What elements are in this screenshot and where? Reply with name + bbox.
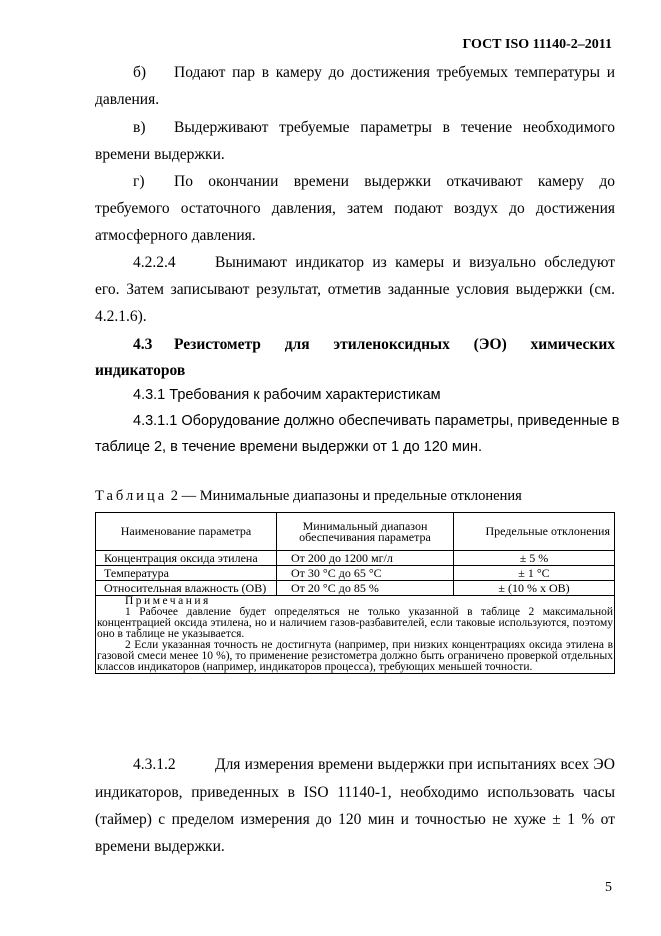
table-header-cell: Предельные отклонения [454,513,615,551]
item-v-line2: времени выдержки. [95,146,225,163]
item-b-text: Подают пар в камеру до достижения требуемых температуры и [174,64,615,81]
table-row [96,551,615,566]
note-2: 2 Если указанная точность не достигнута (например, при низких концентрациях оксида этилена в газовой смеси менее 10 %), то применение резистометра должно быть ограничено проверкой отдельных классов индикаторов (например, индикаторов процесса), требующих меньшей точности. [97,639,613,673]
table-caption-text: 2 — Минимальные диапазоны и предельные отклонения [170,488,522,504]
note-1: 1 Рабочее давление будет определяться не только указанной в таблице 2 максимальной концентрацией оксида этилена, но и наличием газов-разбавителей, если таковые используются, поэтому оно в таблице не указывается. [97,606,613,640]
document-header: ГОСТ ISO 11140-2–2011 [462,37,612,52]
table-notes [96,596,615,674]
item-g-text: По окончании времени выдержки откачивают камеру до [174,173,615,190]
table-header-cell: Наименование параметра [96,513,277,551]
clause-4312-text: Для измерения времени выдержки при испытаниях всех ЭО [215,756,615,773]
parameters-table [95,512,615,674]
item-v-text: Выдерживают требуемые параметры в течение необходимого [174,119,615,136]
table-cell: От 200 до 1200 мг/л [277,551,454,566]
item-v-marker: в) [133,119,146,136]
section-43-title-line2: индикаторов [95,362,186,379]
item-g-marker: г) [133,173,145,190]
table-row [96,566,615,581]
table-cell: От 20 °С до 85 % [277,581,454,596]
section-43-title: Резистометр для этиленоксидных (ЭО) химических [174,336,615,353]
item-g-line3: атмосферного давления. [95,227,256,244]
table-cell: От 30 °С до 65 °С [277,566,454,581]
table-cell: Относительная влажность (ОВ) [96,581,277,596]
table-row [96,581,615,596]
section-43-number: 4.3 [133,336,153,353]
page-number: 5 [605,880,612,895]
clause-4224-line2: его. Затем записывают результат, отметив заданные условия выдержки (см. [95,281,615,298]
clause-4224-text: Вынимают индикатор из камеры и визуально обследуют [215,254,615,271]
clause-4312-line3: (таймер) с пределом измерения до 120 мин и точностью не хуже ± 1 % от [95,811,615,828]
clause-4311: 4.3.1.1 Оборудование должно обеспечивать параметры, приведенные в [133,413,620,429]
clause-4311-line2: таблице 2, в течение времени выдержки от 1 до 120 мин. [95,439,482,455]
table-header-cell: Минимальный диапазон обеспечивания параметра [277,513,454,551]
table-cell: Концентрация оксида этилена [96,551,277,566]
clause-4312-line2: индикаторов, приведенных в ISO 11140-1, необходимо использовать часы [95,784,615,801]
table-cell: ± (10 % х ОВ) [454,581,615,596]
item-g-line2: требуемого остаточного давления, затем подают воздух до достижения [95,200,615,217]
table-header-row [96,513,615,551]
table-notes-row [96,596,615,674]
clause-4224-line3: 4.2.1.6). [95,308,147,325]
clause-4224-number: 4.2.2.4 [133,254,176,271]
table-cell: ± 5 % [454,551,615,566]
table-caption-word: Таблица [95,488,168,504]
clause-4312-line4: времени выдержки. [95,838,225,855]
notes-title: Примечания [125,595,211,607]
table-cell: ± 1 °С [454,566,615,581]
table-cell: Температура [96,566,277,581]
clause-431: 4.3.1 Требования к рабочим характеристикам [133,387,441,403]
item-b-line2: давления. [95,91,160,108]
table-caption [95,488,522,505]
item-b-marker: б) [133,64,147,81]
clause-4312-number: 4.3.1.2 [133,756,176,773]
